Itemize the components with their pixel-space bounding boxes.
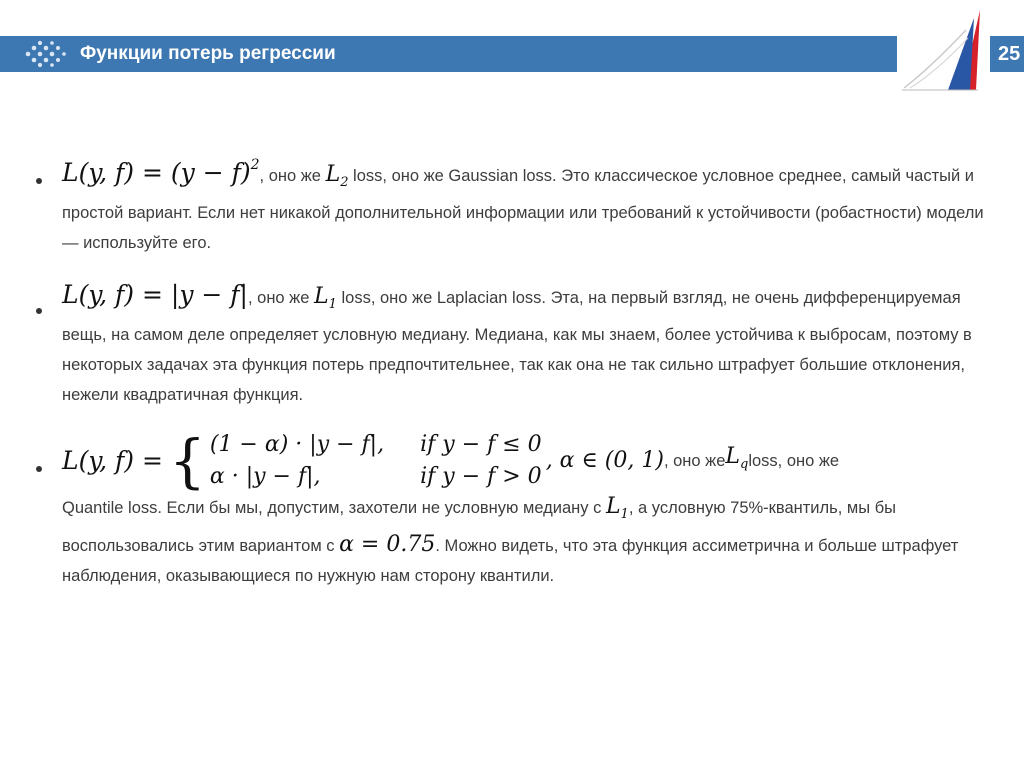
- bullet-l2-loss: L(y, $f) = (y - f)^2$, оно же $L_2$ loss, оно же Gaussian loss. Это классическое условное среднее, самый частый и простой вариант. Если нет никакой дополнительной информации или требований к устойчивости (робастности) модели — используйте его.: [30, 150, 995, 258]
- bullet-dot: [36, 308, 42, 314]
- formula-l1: L(y, f) = |y − f|: [62, 280, 248, 309]
- bullet-dot: [36, 466, 42, 472]
- bullet-l1-loss: L(y, f) = |y − f|, оно же $L_1$ loss, оно же Laplacian loss. Эта, на первый взгляд, не очень дифференцируемая вещь, на самом деле определяет условную медиану. Медиана, как мы знаем, более устойчива к выбросам, поэтому в некоторых задачах эта функция потерь предпочтительнее, так как она не так сильно штрафует большие отклонения, нежели квадратичная функция.: [30, 280, 995, 410]
- content-area: [30, 150, 995, 613]
- page-title: Функции потерь регрессии: [80, 43, 336, 64]
- left-brace: {: [168, 427, 206, 495]
- piecewise-cases: [163, 427, 542, 495]
- dots-logo-icon: [22, 39, 68, 69]
- norm-lq: $L_q$: [725, 444, 749, 472]
- norm-l1-inline: $L_1$: [605, 494, 629, 522]
- university-logo-icon: [900, 8, 984, 92]
- slide-number: 25: [990, 36, 1024, 72]
- alpha-range: , α ∈ (0, 1): [545, 448, 664, 473]
- alpha-value: α = 0.75: [339, 532, 436, 557]
- bullet-text: loss, оно же Laplacian loss. Эта, на первый взгляд, не очень дифференцируемая вещь, на самом деле определяет условную медиану. Медиана, как мы знаем, более устойчива к выбросам, поэтому в некоторых задачах эта функция потерь предпочтительнее, так как она не так сильно штрафует большие отклонения, нежели квадратичная функция.: [62, 289, 972, 404]
- norm-l1: $L_1$: [314, 284, 337, 312]
- bullet-quantile-loss: L(y, f) = { (1 − α) · |y − f|, if y − f ≤ 0 α · |y − f|, if y − f > 0 , α ∈ (0, 1) , оно же $L_q$ loss, оно же Quantile loss. Если бы мы, допустим, захотели не условную медиану с $L_1$, а условную 75%-квантиль, мы бы воспользовались этим вариантом с α = 0.75. Можно видеть, что эта функция ассиметрична и больше штрафует наблюдения, оказывающиеся по нужную нам сторону квантили.: [30, 430, 995, 591]
- bullet-text: Quantile loss. Если бы мы, допустим, захотели не условную медиану с $L_1$, а условную 75%-квантиль, мы бы воспользовались этим вариантом с α = 0.75. Можно видеть, что эта функция ассиметрична и больше штрафует наблюдения, оказывающиеся по нужную нам сторону квантили.: [62, 494, 959, 585]
- formula-quantile: L(y, f) =: [62, 446, 163, 475]
- formula-l2: L(y, $f) = (y - f)^2$: [62, 157, 260, 187]
- case2-expression: α · |y − f|,: [209, 464, 321, 489]
- case1-expression: (1 − α) · |y − f|,: [209, 432, 385, 457]
- case1-condition: if y − f ≤ 0: [420, 432, 542, 457]
- norm-l2: $L_2$: [325, 162, 349, 190]
- title-bar: [0, 36, 897, 72]
- bullet-text: loss, оно же Gaussian loss. Это классическое условное среднее, самый частый и простой вариант. Если нет никакой дополнительной информации или требований к устойчивости (робастности) модели — используйте его.: [62, 167, 984, 252]
- case2-condition: if y − f > 0: [420, 464, 542, 489]
- bullet-dot: [36, 178, 42, 184]
